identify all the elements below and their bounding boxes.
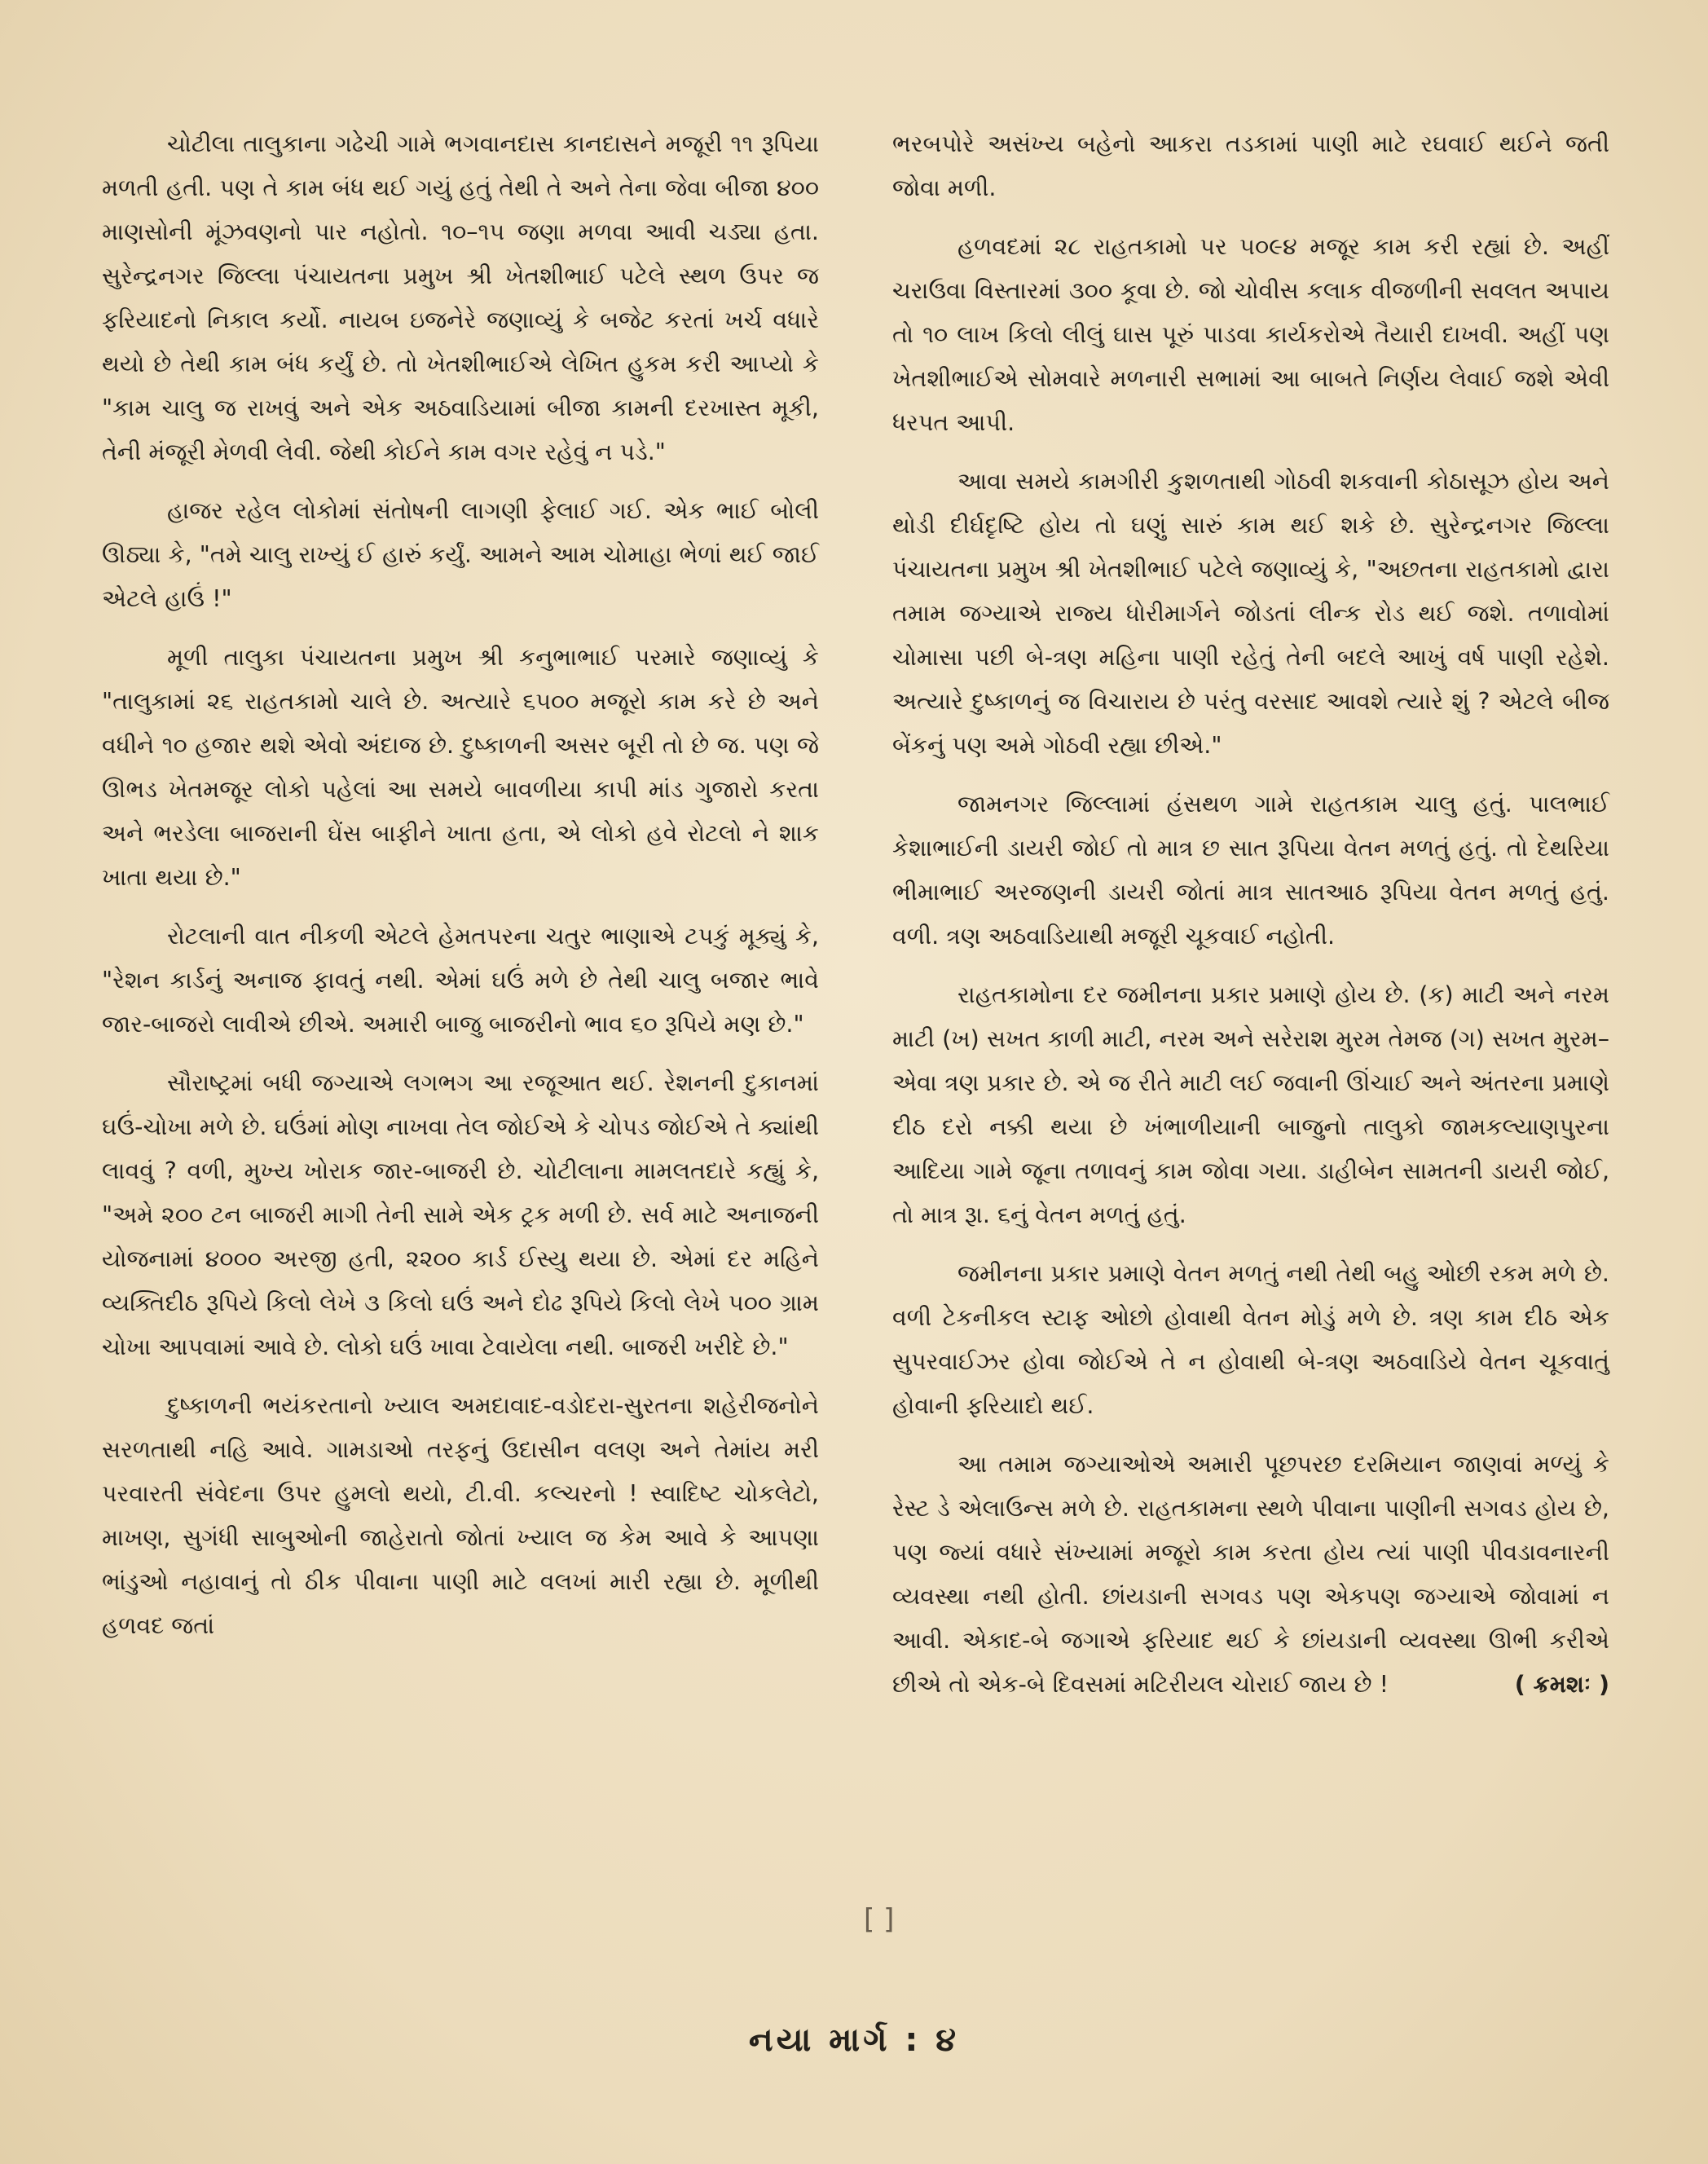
right-column: [892, 122, 1609, 1721]
paragraph: આવા સમયે કામગીરી કુશળતાથી ગોઠવી શકવાની કોઠાસૂઝ હોય અને થોડી દીર્ઘદૃષ્ટિ હોય તો ઘણું સારું કામ થઈ શકે છે. સુરેન્દ્રનગર જિલ્લા પંચાયતના પ્રમુખ શ્રી ખેતશીભાઈ પટેલે જણાવ્યું કે, "અછતના રાહતકામો દ્વારા તમામ જગ્યાએ રાજ્ય ધોરીમાર્ગને જોડતાં લીન્ક રોડ થઈ જશે. તળાવોમાં ચોમાસા પછી બે-ત્રણ મહિના પાણી રહેતું તેની બદલે આખું વર્ષ પાણી રહેશે. અત્યારે દુષ્કાળનું જ વિચારાય છે પરંતુ વરસાદ આવશે ત્યારે શું ? એટલે બીજ બેંકનું પણ અમે ગોઠવી રહ્યા છીએ.": [892, 468, 1609, 759]
page-footer: નયા માર્ગ : ૪: [748, 2021, 960, 2059]
paragraph-continuation: ભરબપોરે અસંખ્ય બહેનો આકરા તડકામાં પાણી માટે રઘવાઈ થઈને જતી જોવા મળી.: [892, 130, 1609, 201]
paragraph: મૂળી તાલુકા પંચાયતના પ્રમુખ શ્રી કનુભાભાઈ પરમારે જણાવ્યું કે "તાલુકામાં ૨૬ રાહતકામો ચાલે છે. અત્યારે ૬૫૦૦ મજૂરો કામ કરે છે અને વધીને ૧૦ હજાર થશે એવો અંદાજ છે. દુષ્કાળની અસર બૂરી તો છે જ. પણ જે ઊભડ ખેતમજૂર લોકો પહેલાં આ સમયે બાવળીયા કાપી માંડ ગુજારો કરતા અને ભરડેલા બાજરાની ઘેંસ બાફીને ખાતા હતા, એ લોકો હવે રોટલો ને શાક ખાતા થયા છે.": [102, 644, 819, 891]
paragraph: રોટલાની વાત નીકળી એટલે હેમતપરના ચતુર ભાણાએ ટપકું મૂક્યું કે, "રેશન કાર્ડનું અનાજ ફાવતું નથી. એમાં ઘઉં મળે છે તેથી ચાલુ બજાર ભાવે જાર-બાજરો લાવીએ છીએ. અમારી બાજુ બાજરીનો ભાવ ૬૦ રૂપિયે મણ છે.": [102, 923, 819, 1038]
paragraph: જામનગર જિલ્લામાં હંસથળ ગામે રાહતકામ ચાલુ હતું. પાલભાઈ કેશાભાઈની ડાયરી જોઈ તો માત્ર છ સાત રૂપિયા વેતન મળતું હતું. તો દેથરિયા ભીમાભાઈ અરજણની ડાયરી જોતાં માત્ર સાતઆઠ રૂપિયા વેતન મળતું હતું. વળી. ત્રણ અઠવાડિયાથી મજૂરી ચૂકવાઈ નહોતી.: [892, 791, 1609, 950]
continued-label: ( ક્રમશઃ ): [1514, 1671, 1609, 1698]
paragraph: ચોટીલા તાલુકાના ગઢેચી ગામે ભગવાનદાસ કાનદાસને મજૂરી ૧૧ રૂપિયા મળતી હતી. પણ તે કામ બંધ થઈ ગયું હતું તેથી તે અને તેના જેવા બીજા ૪૦૦ માણસોની મૂંઝવણનો પાર નહોતો. ૧૦–૧૫ જણા મળવા આવી ચડ્યા હતા. સુરેન્દ્રનગર જિલ્લા પંચાયતના પ્રમુખ શ્રી ખેતશીભાઈ પટેલે સ્થળ ઉપર જ ફરિયાદનો નિકાલ કર્યો. નાયબ ઇજનેરે જણાવ્યું કે બજેટ કરતાં ખર્ચ વધારે થયો છે તેથી કામ બંધ કર્યું છે. તો ખેતશીભાઈએ લેખિત હુકમ કરી આપ્યો કે "કામ ચાલુ જ રાખવું અને એક અઠવાડિયામાં બીજા કામની દરખાસ્ત મૂકી, તેની મંજૂરી મેળવી લેવી. જેથી કોઈને કામ વગર રહેવું ન પડે.": [102, 130, 819, 465]
paragraph: રાહતકામોના દર જમીનના પ્રકાર પ્રમાણે હોય છે. (ક) માટી અને નરમ માટી (ખ) સખત કાળી માટી, નરમ અને સરેરાશ મુરમ તેમજ (ગ) સખત મુરમ–એવા ત્રણ પ્રકાર છે. એ જ રીતે માટી લઈ જવાની ઊંચાઈ અને અંતરના પ્રમાણે દીઠ દરો નક્કી થયા છે ખંભાળીયાની બાજુનો તાલુકો જામકલ્યાણપુરના આદિયા ગામે જૂના તળાવનું કામ જોવા ગયા. ડાહીબેન સામતની ડાયરી જોઈ, તો માત્ર રૂા. ૬નું વેતન મળતું હતું.: [892, 981, 1609, 1228]
paragraph-last: [892, 1443, 1609, 1707]
paragraph: સૌરાષ્ટ્રમાં બધી જગ્યાએ લગભગ આ રજૂઆત થઈ. રેશનની દુકાનમાં ઘઉં-ચોખા મળે છે. ઘઉંમાં મોણ નાખવા તેલ જોઈએ કે ચોપડ જોઈએ તે ક્યાંથી લાવવું ? વળી, મુખ્ય ખોરાક જાર-બાજરી છે. ચોટીલાના મામલતદારે કહ્યું કે, "અમે ૨૦૦ ટન બાજરી માગી તેની સામે એક ટ્રક મળી છે. સર્વ માટે અનાજની યોજનામાં ૪૦૦૦ અરજી હતી, ૨૨૦૦ કાર્ડ ઈસ્યુ થયા છે. એમાં દર મહિને વ્યક્તિદીઠ રૂપિયે કિલો લેખે ૩ કિલો ઘઉં અને દોઢ રૂપિયે કિલો લેખે ૫૦૦ ગ્રામ ચોખા આપવામાં આવે છે. લોકો ઘઉં ખાવા ટેવાયેલા નથી. બાજરી ખરીદે છે.": [102, 1069, 819, 1360]
page-mark: [ ]: [864, 1903, 895, 1936]
paragraph: હાજર રહેલ લોકોમાં સંતોષની લાગણી ફેલાઈ ગઈ. એક ભાઈ બોલી ઊઠ્યા કે, "તમે ચાલુ રાખ્યું ઈ હારું કર્યું. આમને આમ ચોમાહા ભેળાં થઈ જાઈ એટલે હાઉં !": [102, 497, 819, 612]
paragraph-text: આ તમામ જગ્યાઓએ અમારી પૂછપરછ દરમિયાન જાણવાં મળ્યું કે રેસ્ટ ડે એલાઉન્સ મળે છે. રાહતકામના સ્થળે પીવાના પાણીની સગવડ હોય છે, પણ જ્યાં વધારે સંખ્યામાં મજૂરો કામ કરતા હોય ત્યાં પાણી પીવડાવનારની વ્યવસ્થા નથી હોતી. છાંયડાની સગવડ પણ એકપણ જગ્યાએ જોવામાં ન આવી. એકાદ-બે જગાએ ફરિયાદ થઈ કે છાંયડાની વ્યવસ્થા ઊભી કરીએ છીએ તો એક-બે દિવસમાં મટિરીયલ ચોરાઈ જાય છે !: [892, 1451, 1609, 1698]
paragraph: દુષ્કાળની ભયંકરતાનો ખ્યાલ અમદાવાદ-વડોદરા-સુરતના શહેરીજનોને સરળતાથી નહિ આવે. ગામડાઓ તરફનું ઉદાસીન વલણ અને તેમાંય મરી પરવારતી સંવેદના ઉપર હુમલો થયો, ટી.વી. કલ્ચરનો ! સ્વાદિષ્ટ ચોકલેટો, માખણ, સુગંધી સાબુઓની જાહેરાતો જોતાં ખ્યાલ જ કેમ આવે કે આપણા ભાંડુઓ નહાવાનું તો ઠીક પીવાના પાણી માટે વલખાં મારી રહ્યા છે. મૂળીથી હળવદ જતાં: [102, 1392, 819, 1639]
left-column: [102, 122, 819, 1663]
paragraph: જમીનના પ્રકાર પ્રમાણે વેતન મળતું નથી તેથી બહુ ઓછી રકમ મળે છે. વળી ટેકનીકલ સ્ટાફ ઓછો હોવાથી વેતન મોડું મળે છે. ત્રણ કામ દીઠ એક સુપરવાઈઝર હોવા જોઈએ તે ન હોવાથી બે-ત્રણ અઠવાડિયે વેતન ચૂકવાતું હોવાની ફરિયાદો થઈ.: [892, 1260, 1609, 1419]
paragraph: હળવદમાં ૨૮ રાહતકામો પર ૫૦૯૪ મજૂર કામ કરી રહ્યાં છે. અહીં ચરાઉવા વિસ્તારમાં ૩૦૦ કૂવા છે. જો ચોવીસ કલાક વીજળીની સવલત અપાય તો ૧૦ લાખ કિલો લીલું ઘાસ પૂરું પાડવા કાર્યકરોએ તૈયારી દાખવી. અહીં પણ ખેતશીભાઈએ સોમવારે મળનારી સભામાં આ બાબતે નિર્ણય લેવાઈ જશે એવી ધરપત આપી.: [892, 233, 1609, 436]
